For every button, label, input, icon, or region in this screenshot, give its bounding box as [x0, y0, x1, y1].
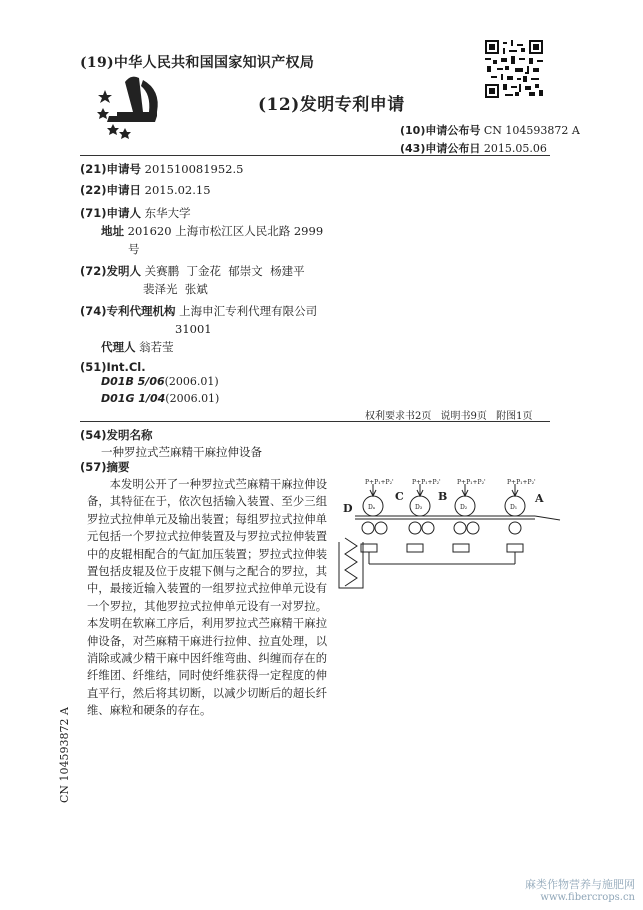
sipo-logo: [95, 72, 173, 142]
agent-label: 代理人: [101, 340, 136, 354]
intcl-label: (51)Int.Cl.: [80, 360, 146, 374]
page-counts: 权利要求书2页 说明书9页 附图1页: [365, 411, 533, 422]
publication-date: 2015.05.06: [483, 142, 547, 155]
application-number-label: (21)申请号: [80, 162, 142, 176]
biblio-divider: [80, 421, 550, 422]
address-label: 地址: [101, 224, 124, 238]
publication-number: CN 104593872 A: [483, 124, 580, 137]
pressure-label: P+P₁+P₂': [507, 479, 536, 486]
watermark-name: 麻类作物营养与施肥网: [525, 878, 635, 891]
pressure-label: P+P₁+P₂': [457, 479, 486, 486]
invention-title: 一种罗拉式苎麻精干麻拉伸设备: [101, 445, 262, 459]
bottom-roller: [467, 522, 479, 534]
agency-line2: 31001: [175, 322, 212, 336]
agency-label: (74)专利代理机构: [80, 304, 176, 318]
inventors-line1: 关赛鹏 丁金花 郁崇文 杨建平: [144, 264, 305, 278]
intcl-row: [80, 358, 146, 376]
section-letter: C: [395, 490, 404, 503]
publication-date-label: (43)申请公布日: [400, 142, 481, 155]
document-kind-heading: (12)发明专利申请: [258, 95, 405, 115]
roller-label: D₁: [510, 504, 518, 511]
publication-date-line: [400, 140, 547, 156]
ipc-version: (2006.01): [164, 375, 219, 388]
agent: 翁若莹: [139, 340, 174, 354]
publication-number-label: (10)申请公布号: [400, 124, 481, 137]
inventors-label: (72)发明人: [80, 264, 142, 278]
application-number-row: [80, 160, 243, 178]
address-row: [101, 222, 323, 240]
roller-label: D₂: [460, 504, 468, 511]
abstract-text: 本发明公开了一种罗拉式苎麻精干麻拉伸设备，其特征在于，依次包括输入装置、至少三组罗拉式拉伸单元及输出装置；每组罗拉式拉伸单元包括一个罗拉式拉伸装置及与罗拉式拉伸装置中的皮辊相配合的气缸加压装置；罗拉式拉伸装置包括皮辊及位于皮辊下侧与之配合的罗拉，其中，最接近输入装置的一组罗拉式拉伸单元设有一个罗拉，其他罗拉式拉伸单元设有一对罗拉。本发明在软麻工序后，利用罗拉式苎麻精干麻拉伸设备，对苎麻精干麻进行拉伸、拉直处理，以消除或减少精干麻中因纤维弯曲、纠缠而存在的纤维团、纤维结，同时使纤维获得一定程度的伸直平行，然后将其切断，以减少切断后的超长纤维、麻粒和硬条的存在。: [87, 478, 327, 718]
inventors-line2: 裴泽光 张斌: [143, 282, 208, 296]
ipc-code: D01B 5/06: [101, 375, 165, 388]
abstract-label: (57)摘要: [80, 460, 130, 474]
bottom-roller: [454, 522, 466, 534]
ipc-code: D01G 1/04: [101, 392, 166, 405]
ipc-version: (2006.01): [165, 392, 220, 405]
ipc-code-row: [101, 392, 219, 405]
application-date-label: (22)申请日: [80, 183, 142, 197]
header-divider: [80, 155, 550, 156]
side-publication-number: CN 104593872 A: [58, 707, 71, 803]
applicant-row: [80, 204, 191, 222]
applicant-label: (71)申请人: [80, 206, 142, 220]
qr-code: [485, 40, 543, 98]
bottom-roller: [409, 522, 421, 534]
section-letter: D: [343, 502, 353, 515]
application-number: 201510081952.5: [144, 162, 244, 176]
agency-line1: 上海申汇专利代理有限公司: [179, 304, 318, 318]
bottom-roller: [509, 522, 521, 534]
bottom-roller: [362, 522, 374, 534]
section-letter: A: [535, 492, 544, 505]
section-letter: B: [438, 490, 448, 503]
patent-office-heading: (19)中华人民共和国国家知识产权局: [80, 55, 315, 71]
invention-title-label: (54)发明名称: [80, 428, 153, 442]
application-date-row: [80, 181, 211, 199]
agency-row: [80, 302, 317, 320]
agent-row: [101, 338, 174, 356]
pressure-label: P+P₁+P₂': [365, 479, 394, 486]
ipc-code-row: [101, 375, 219, 388]
inventors-row: [80, 262, 305, 280]
address-line2: 号: [128, 242, 140, 256]
watermark-url: www.fibercrops.cn: [540, 892, 635, 903]
pressure-label: P+P₁+P₂': [412, 479, 441, 486]
roller-drafting-drawing: [335, 476, 565, 596]
publication-number-line: [400, 122, 580, 138]
application-date: 2015.02.15: [144, 183, 211, 197]
roller-label: D₃: [415, 504, 423, 511]
applicant: 东华大学: [144, 206, 191, 220]
bottom-roller: [375, 522, 387, 534]
bottom-roller: [422, 522, 434, 534]
address-line1: 201620 上海市松江区人民北路 2999: [127, 224, 324, 238]
roller-label: Dₐ: [368, 504, 376, 511]
